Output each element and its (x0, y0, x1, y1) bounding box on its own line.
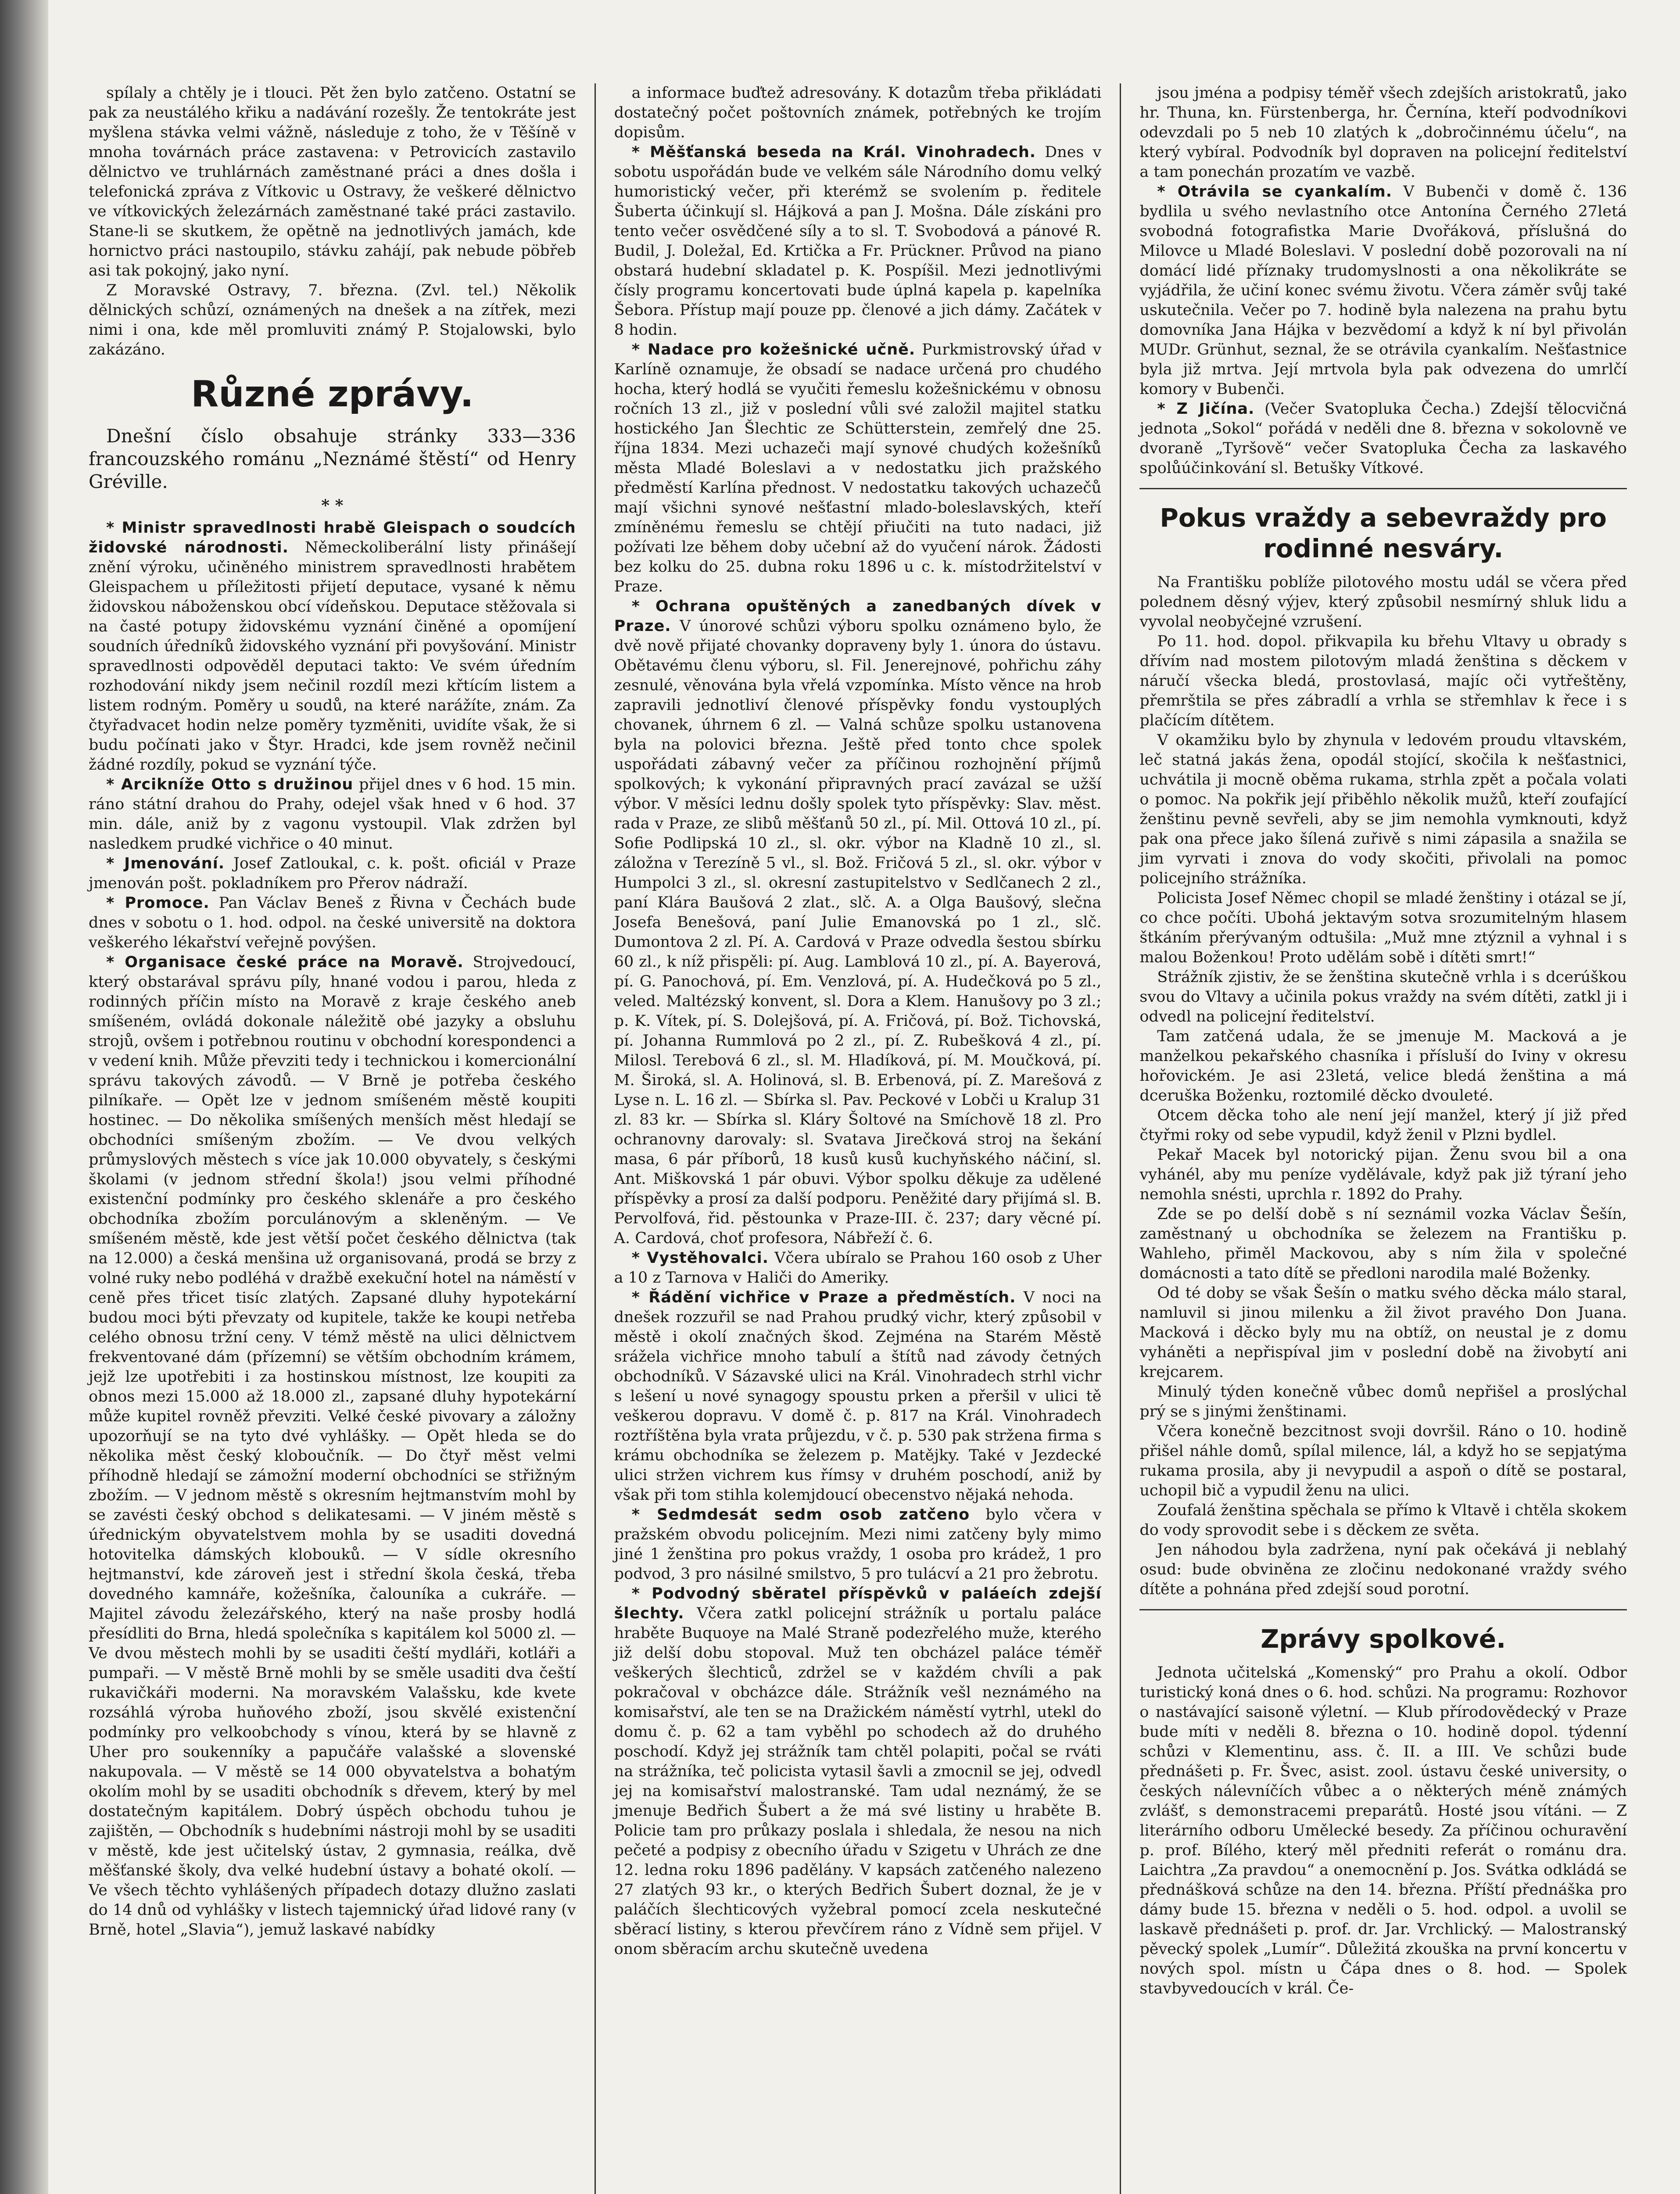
binding-margin-shadow (0, 0, 48, 2194)
news-item-body: V okamžiku bylo by zhynula v ledovém proudu vltavském, leč statná jakás žena, opodál stojící, skočila k nešťastnici, uchvátila ji mocně oběma rukama, strhla zpět a počala volati o pomoc. Na pokřik její přiběhlo několik mužů, kteří zoufající ženštinu pevně sevřeli, aby se jim nemohla vymknouti, když pak ona přece jako šílená zuřivě s nimi zápasila a snažila se jim vyrvati i znova do vody skočiti, přivolali na pomoc policejního strážníka. (1139, 731, 1627, 887)
news-item-body: a informace buďtež adresovány. K dotazům třeba přikládati dostatečný počet poštovních známek, potřebných ke trojím dopisům. (614, 84, 1102, 141)
news-item-body: Tam zatčená udala, že se jmenuje M. Macková a je manželkou pekařského chasníka i přísluší do Iviny v okresu hořovickém. Je asi 23letá, velice bledá ženština a má dceruška Boženku, roztomilé děcko dvouleté. (1139, 1028, 1627, 1104)
column-middle (595, 83, 1120, 2194)
news-item-body: V noci na dnešek rozzuřil se nad Prahou prudký vichr, který způsobil v městě i okolí značných škod. Zejména na Starém Městě srážela vichřice mnoho tabulí a štítů nad závody četných obchodníků. V Sázavské ulici na Král. Vinohradech strhl vichr s lešení u nové synagogy spoustu prken a přeršil v ulici tě veškerou dopravu. V domě č. p. 817 na Král. Vinohradech roztříštěna byla vrata průjezdu, v č. p. 530 pak stržena firma s krámu obchodníka se železem p. Matějky. Také v Jezdecké ulici stržen vichrem kus římsy v druhém poschodí, aniž by však při tom stihla kolemjdoucí obecenstvo nějaká nehoda. (614, 1289, 1102, 1504)
news-item-body: Dnes v sobotu uspořádán bude ve velkém sále Národního domu velký humoristický večer, při kterémž se svolením p. ředitele Šuberta účinkují sl. Hájková a pan J. Mošna. Dále získáni pro tento večer osvědčené síly a to sl. T. Svobodová a pánové R. Budil, J. Doležal, Ed. Krtička a Fr. Prückner. Průvod na piano obstará hudební skladatel p. K. Pospíšil. Mezi jednotlivými čísly programu koncertovati bude úplná kapela p. kapelníka Šebora. Přístup mají pouze pp. členové a jich dámy. Začátek v 8 hodin. (614, 143, 1102, 339)
news-item-heading: * Sedmdesát sedm osob zatčeno (631, 1506, 970, 1524)
column-right (1120, 83, 1645, 2194)
news-paragraph (1139, 83, 1627, 182)
news-item-body: V Bubenči v domě č. 136 bydlila u svého nevlastního otce Antonína Černého 27letá svobodná fotografistka Marie Dvořáková, příslušná do Milovce u Mladé Boleslavi. V poslední době pozorovali na ní domácí lidé příznaky trudomyslnosti a ona několikráte se vyjádřila, že učiní konec svému životu. Včera záměr svůj také uskutečnila. Večer po 7. hodině byla nalezena na prahu bytu domovníka Jana Hájka v bezvědomí a když k ní byl přivolán MUDr. Grünhut, seznal, že se otrávila cyankalím. Nešťastnice byla již mrtva. Její mrtvola byla pak odvezena do umrlčí komory v Bubenči. (1139, 183, 1627, 398)
news-item-heading: * Nadace pro kožešnické učně. (631, 341, 916, 358)
news-paragraph (1139, 1663, 1627, 1999)
news-paragraph (89, 854, 576, 893)
news-item-heading: * Jmenování. (106, 855, 225, 872)
news-item-body: Policista Josef Němec chopil se mladé ženštiny i otázal se jí, co chce počíti. Ubohá jektavým sotva srozumitelným hlasem štkáním přerývaným odtušila: „Muž mne ztýznil a vyhnal i s malou Boženkou! Proto udělám sobě i dítěti smrt!“ (1139, 889, 1627, 966)
news-paragraph (1139, 1205, 1627, 1283)
news-item-body: přijel dnes v 6 hod. 15 min. ráno státní drahou do Prahy, odejel však hned v 6 hod. 37 min. dále, aniž by z vagonu vystoupil. Vlak zdržen byl nasledkem prudké vichřice o 40 minut. (89, 776, 576, 853)
news-paragraph (1139, 889, 1627, 968)
news-item-heading: * Ochrana opuštěných a zanedbaných dívek v Praze. (614, 598, 1102, 635)
news-item-body: Josef Zatloukal, c. k. pošt. oficiál v Praze jmenován pošt. pokladníkem pro Přerov nádraží. (89, 855, 576, 892)
news-paragraph (614, 1505, 1102, 1584)
news-item-body: Minulý týden konečně vůbec domů nepřišel a proslýchal prý se s jinými ženštinami. (1139, 1383, 1627, 1420)
article-headline: Pokus vraždy a sebevraždy pro rodinné nesváry. (1160, 503, 1607, 563)
newspaper-page (70, 83, 1645, 2194)
news-item-body: bylo včera v pražském obvodu policejním. Mezi nimi zatčeny byly mimo jiné 1 ženština pro pokus vraždy, 1 osoba pro krádež, 1 pro podvod, 3 pro násilné smilstvo, 5 pro tulácví a 21 pro žebrotu. (614, 1506, 1102, 1583)
news-item-body: jsou jména a podpisy téměř všech zdejších aristokratů, jako hr. Thuna, kn. Fürstenberga, hr. Černína, kteří podvodníkovi odevzdali po 5 neb 10 zlatých k „dobročinnému účelu“, na který vybíral. Podvodník byl dopraven na policejní ředitelství a tam ponechán prozatím ve vazbě. (1139, 84, 1627, 181)
news-paragraph (614, 1288, 1102, 1505)
news-paragraph (89, 775, 576, 854)
news-item-heading: * Organisace české práce na Moravě. (106, 954, 464, 971)
section-separator-stars: * * (321, 496, 344, 515)
news-paragraph (1139, 1422, 1627, 1501)
news-paragraph (1139, 1283, 1627, 1382)
news-paragraph (89, 281, 576, 360)
news-item-heading: * Otrávila se cyankalím. (1157, 183, 1393, 201)
news-paragraph (1139, 1501, 1627, 1540)
news-item-body: Pekař Macek byl notorický pijan. Ženu svou bil a ona vyhánél, aby mu peníze vydělávale, když pak již týraní jeho nemohla snésti, uprchla r. 1892 do Prahy. (1139, 1146, 1627, 1203)
news-paragraph (89, 83, 576, 281)
news-item-body: Včera zatkl policejní strážník u portalu paláce hraběte Buquoye na Malé Straně podezřelého muže, kterého již delší dobu stopoval. Muž ten obcházel paláce téměř veškerých šlechticů, zdržel se v každém chvíli a pak pokračoval v obcházce dále. Strážník vešl neznámého na komisařství, ale ten se na Dražickém náměstí vytrhl, utekl do domu č. p. 62 a tam vyběhl po schodech až do druhého poschodí. Když jej strážník tam chtěl polapiti, počal se rváti na strážníka, teč policista vytasil šavli a zmocnil se jej, odvedl jej na komisařství malostranské. Tam udal neznámý, že se jmenuje Bedřich Šubert a že má své listiny u hraběte B. Policie tam pro průkazy poslala i shledala, že nesou na nich pečeté a podpisy z obecního úřadu v Szigetu v Uhrách ze dne 12. ledna roku 1896 padělány. V kapsách zatčeného nalezeno 27 zlatých 93 kr., o kterých Bedřich Šubert doznal, že je v paláčích šlechticových vyžebral pomocí zcela neskutečné sběrací listiny, s kterou převčírem ráno z Vídně sem přijel. V onom sběracím archu skutečně uvedena (614, 1605, 1102, 1958)
news-paragraph (614, 1248, 1102, 1288)
news-item-body: V únorové schůzi výboru spolku oznámeno bylo, že dvě nově přijaté chovanky dopraveny byly 1. února do ústavu. Obětavému členu výboru, sl. Fil. Jenerejnové, pohřichu záhy zesnulé, věnována byla vřelá vzpomínka. Místo věnce na hrob zapravili jednotliví členové příspěvky fondu vystouplých chovanek, úhrnem 6 zl. — Valná schůze spolku ustanovena byla na polovici března. Ještě před tonto chce spolek uspořádati zábavný večer za příčinou rozhojnění příjmů spolkových; k vykonání připravných prací zavázal se užší výbor. V měsíci lednu došly spolek tyto příspěvky: Slav. měst. rada v Praze, ze slibů měšťanů 50 zl., pí. Mil. Ottová 10 zl., pí. Sofie Podlipská 10 zl., sl. okr. výbor na Kladně 10 zl., sl. záložna v Terezíně 5 vl., sl. Bož. Fričová 5 zl., sl. okr. výbor v Humpolci 3 zl., sl. okresní zastupitelstvo v Sedlčanech 2 zl., paní Klára Baušová 2 zlat., slč. A. a Olga Baušový, slečna Josefa Benešová, paní Julie Emanovská po 1 zl., slč. Dumontova 2 zl. Pí. A. Cardová v Praze odvedla šestou sbírku 60 zl., k níž přispěli: pí. Aug. Lamblová 10 zl., pí. A. Bayerová, pí. G. Panochová, pí. Em. Venzlová, pí. A. Hudečková po 5 zl., veled. Maltézský konvent, sl. Dora a Klem. Hanušovy po 3 zl.; p. K. Vítek, pí. S. Dolejšová, pí. A. Fričová, pí. Bož. Tichovská, pí. Johanna Rummlová po 2 zl., pí. Z. Rubešková 4 zl., pí. Milosl. Terebová 6 zl., sl. M. Hladíková, pí. M. Moučková, pí. M. Široká, sl. A. Holinová, sl. B. Erbenová, pí. Z. Marešová z Lyse n. L. 16 zl. — Sbírka sl. Pav. Peckové v Lobči u Kralup 31 zl. 83 kr. — Sbírka sl. Kláry Šoltové na Smíchově 18 zl. Pro ochranovny darovaly: sl. Svatava Jirečková stroj na šekání masa, 6 pár příborů, 18 kusů kusů kuchyňského náčiní, sl. Ant. Miškovská 1 pár obuvi. Výbor spolku děkuje za udělené příspěvky a prosí za další podporu. Peněžité dary přijímá sl. B. Pervolfová, řid. pěstounka v Praze-III. č. 237; dary věcné pí. A. Cardová, choť profesora, Nábřeží č. 6. (614, 617, 1102, 1247)
headline-rule (1139, 1609, 1627, 1610)
news-item-body: Strážník zjistiv, že se ženština skutečně vrhla i s dcerúškou svou do Vltavy a učinila pokus vraždy na svém dítěti, zatkl ji i odvedl na policejní ředitelství. (1139, 968, 1627, 1025)
news-paragraph (1139, 731, 1627, 889)
news-item-heading: * Arcikníže Otto s družinou (106, 776, 354, 793)
news-item-body: Purkmistrovský úřad v Karlíně oznamuje, že obsadí se nadace určená pro chudého hocha, který hodlá se vyučiti řemeslu kožešnickému v obnosu ročních 13 zl., již v poslední vůli své založil majitel statku hostického Jan Šlechtic ze Schütterstein, zemřelý dne 25. října 1834. Mezi uchazeči mají synové chudých kožešníků města Mladé Boleslavi a v nedostatku jich pražského předměstí Karlína přednost. V nedostatku takových uchazečů mají všichni synové nešťastní mlado-boleslavských, kteří zmíněnému řemeslu se chtějí přiučiti na tuto nadaci, již požívati lze během doby učební až do vyučení nárok. Žádosti bez kolku do 25. dubna roku 1896 u c. k. místodržitelství v Praze. (614, 341, 1102, 595)
news-paragraph (1139, 1106, 1627, 1145)
news-paragraph (1139, 182, 1627, 399)
news-paragraph (1139, 573, 1627, 632)
news-item-body: Strojvedoucí, který obstarával správu píly, hnané vodou i parou, hleda z rodinných příčin místo na Moravě z kraje českého aneb smíšeném, ovládá dokonale náležitě obé jazyky a obsluhu strojů, ovšem i potřebnou routinu v obchodní korespondenci a v vedení knih. Může převziti tedy i technickou i komercionální správu takových závodů. — V Brně je potřeba českého pilníkaře. — Opět lze v jednom smíšeném městě koupiti hostinec. — Do několika smíšených menších měst hledají se obchodníci smíšeným zbožím. — Ve dvou velkých průmyslových městech s více jak 10.000 obyvately, s českými školami (v jednom střední škola!) jsou velmi příhodné existenční podmínky pro českého sklenáře a pro českého obchodníka zbožím porculánovým a skleněným. — Ve smíšeném městě, kde jest větší počet českého dělnictva (tak na 12.000) a česká menšina už organisovaná, prodá se brzy z volné ruky nebo podléhá v dražbě exekuční hotel na náměstí v ceně přes třicet tisíc zlatých. Zapsané dluhy hypotekární budou moci býti převzaty od kupitele, takže ke koupi netřeba celého obnosu tržní ceny. V témž městě na ulici dělnictvem frekventované dám (přízemní) se větším obchodním krámem, jejž lze upotřebiti i za hostinskou místnost, lze koupiti za obnos mezi 15.000 až 18.000 zl., zapsané dluhy hypotekární může kupitel rovněž převziti. Velké české pivovary a záložny upozorňují se na tyto dvé vyhlášky. — Opět hleda se do několika měst český kloboučník. — Do čtyř měst velmi příhodně hledají se zámožní moderní obchodníci se střižným zbožím. — V jednom městě s okresním hejtmanstvím mohl by se zavésti český obchod s delikatesami. — V jiném městě s úřednickým obyvatelstvem mohla by se usaditi dovedná hotovitelka dámských klobouků. — V sídle okresního hejtmanství, kde zároveň jest i střední škola česká, třeba dovedného kamnáře, kožešníka, čalouníka a cukráře. — Majitel závodu železářského, který na naše prosby hodlá přesídliti do Brna, hledá společníka s kapitálem kol 5000 zl. — Ve dvou městech mohli by se usaditi čeští mydláři, kotláři a pumpaři. — V městě Brně mohli by se směle usaditi dva čeští rukavičkáři moderni. Na moravském Valašsku, kde kvete rozsáhlá výroba huňového zboží, jsou skvělé existenční podmínky pro velkoobchody s vínou, která by se hlavně z Uher pro soukenníky a papučáře valašské a slovenské nakupovala. — V městě se 14 000 obyvatelstva a bohatým okolím mohl by se usaditi obchodník s dřevem, který by mel dostatečným kapitálem. Dobrý úspěch obchodu tuhou je zajištěn, — Obchodník s hudebními nástroji mohl by se usaditi v městě, kde jest učitelský ústav, 2 gymnasia, reálka, dvě měšťanské školy, dva velké hudební ústavy a bohaté okolí. — Ve všech těchto vyhlášených případech dotazy dlužno zaslati do 14 dnů od vyhlášky v listech tajemnický úřad lidové rany (v Brně, hotel „Slavia“), jemuž laskavé nabídky (89, 954, 576, 1939)
notice-lede: Dnešní číslo obsahuje stránky 333—336 francouzského románu „Neznámé štěstí“ od Henry Gréville. (89, 425, 576, 492)
news-item-body: spílaly a chtěly je i tlouci. Pět žen bylo zatčeno. Ostatní se pak za neustálého křiku a nadávání rozešly. Že tentokráte jest myšlena stávka velmi vážně, následuje z toho, že v Těšíně v mnoha továrnách práce zastavena: v Petrovicích zastavilo dělnictvo ve truhlárnách zaměstnané práci a dnes došla i telefonická zpráva z Vítkovic u Ostravy, že veškeré dělnictvo ve vítkovických železárnách zaměstnané také práci zastavilo. Stane-li se skutkem, že opětně na jednotlivých jamách, kde hornictvo práci nastoupilo, stávku zahájí, pak nebude pöbřeb asi tak pokojný, jako nyní. (89, 84, 576, 280)
news-item-body: Jednota učitelská „Komenský“ pro Prahu a okolí. Odbor turistický koná dnes o 6. hod. schůzi. Na programu: Rozhovor o nastávající saisoně výletní. — Klub přírodovědecký v Praze bude míti v neděli 8. března o 10. hodině dopol. týdenní schůzi v Klementinu, ass. č. II. a III. Ve schůzi bude přednášeti p. Fr. Švec, asist. zool. ústavu české university, o českých nálevníčích vůbec a o některých méně známých zvlášť, s demonstracemi preparátů. Hosté jsou vítáni. — Z literárního odboru Umělecké besedy. Za příčinou ochuravění p. prof. Bílého, který měl předniti referát o románu dra. Laichtra „Za pravdou“ a onemocnění p. Jos. Svátka odkládá se přednášková schůze na den 14. března. Příští přednáška pro dámy bude 15. března v neděli o 5. hod. odpol. a uvolil se laskavě přednášeti p. prof. dr. Jar. Vrchlický. — Malostranský pěvecký spolek „Lumír“. Důležitá zkouška na první koncertu v nových spol. místn u Čápa dnes o 8. hod. — Spolek stavbyvedoucích v král. Če- (1139, 1664, 1627, 1997)
news-item-body: Na Františku poblíže pilotového mostu udál se včera před polednem děsný výjev, který způsobil nesmírný shluk lidu a vyvolal neobyčejné vzrušení. (1139, 574, 1627, 631)
news-item-body: Jen náhodou byla zadržena, nyní pak očekává ji neblahý osud: bude obviněna ze zločinu nedokonané vraždy svého dítěte a pohnána před zdejší soud porotní. (1139, 1541, 1627, 1598)
news-item-body: (Večer Svatopluka Čecha.) Zdejší tělocvičná jednota „Sokol“ pořádá v neděli dne 8. března v sokolovně ve dvoraně „Tyršově“ večer Svatopluka Čecha za laskavého spolůúčinkování sl. Betušky Vítkové. (1139, 400, 1627, 477)
news-item-body: Zoufalá ženština spěchala se přímo k Vltavě i chtěla skokem do vody sprovodit sebe i s děckem ze světa. (1139, 1502, 1627, 1539)
news-item-body: Zde se po delší době s ní seznámil vozka Václav Šešín, zaměstnaný u obchodníka se železem na Františku p. Wahleho, přiměl Mackovou, aby s ním žila v společné domácnosti a tato dítě se předloni narodila malé Boženky. (1139, 1205, 1627, 1282)
news-item-body: Včera ubíralo se Prahou 160 osob z Uher a 10 z Tarnova v Haliči do Ameriky. (614, 1249, 1102, 1287)
news-paragraph (89, 893, 576, 953)
news-paragraph (1139, 399, 1627, 478)
news-paragraph (614, 143, 1102, 340)
news-paragraph (1139, 632, 1627, 731)
news-item-heading: * Promoce. (106, 894, 210, 912)
news-paragraph (1139, 1145, 1627, 1205)
news-paragraph (614, 1584, 1102, 1959)
news-item-heading: * Z Jičína. (1157, 400, 1255, 418)
news-item-body: Od té doby se však Šešín o matku svého děcka málo staral, namluvil si jinou milenku a žil život pravého Don Juana. Macková i děcko byly mu na obtíž, on neustal je z domu vyháněti a nepřispíval jim v poslední době na živobytí ani krejcarem. (1139, 1284, 1627, 1381)
news-item-body: Po 11. hod. dopol. přikvapila ku břehu Vltavy u obrady s dřívím nad mostem pilotovým mladá ženština s děckem v náručí všecka bledá, prostovlasá, majíc oči vytřeštěny, přemrštila se přes zábradlí a vrhla se střemhlav k řece i s plačícím dítětem. (1139, 633, 1627, 729)
news-item-body: Včera konečně bezcitnost svoji dovršil. Ráno o 10. hodině přišel náhle domů, spílal milence, lál, a když ho se sepjatýma rukama prosila, aby ji nevypudil a aspoň o dítě se postaral, uchopil bič a vypudil ženu na ulici. (1139, 1423, 1627, 1499)
news-item-body: Otcem děcka toho ale není její manžel, který jí již před čtyřmi roky od sebe vypudil, když ženil v Plzni bydlel. (1139, 1107, 1627, 1144)
news-item-heading: * Ministr spravedlnosti hrabě Gleispach o soudcích židovské národnosti. (89, 519, 576, 556)
news-paragraph (614, 83, 1102, 143)
news-paragraph (1139, 1027, 1627, 1106)
news-item-heading: * Vystěhovalci. (631, 1249, 769, 1267)
section-headline: Různé zprávy. (191, 373, 474, 415)
news-paragraph (614, 340, 1102, 597)
news-item-body: Pan Václav Beneš z Řivna v Čechách bude dnes v sobotu o 1. hod. odpol. na české universitě na doktora veškerého lékařství veřejně povýšen. (89, 894, 576, 951)
news-paragraph (1139, 968, 1627, 1027)
news-item-heading: * Řádění vichřice v Praze a předměstích. (631, 1289, 1016, 1306)
news-paragraph (89, 518, 576, 775)
news-item-heading: * Podvodný sběratel příspěvků v paláeích zdejší šlechty. (614, 1585, 1102, 1622)
headline-rule (1139, 488, 1627, 489)
news-paragraph (614, 597, 1102, 1248)
news-paragraph (1139, 1382, 1627, 1422)
news-paragraph (1139, 1540, 1627, 1599)
article-headline: Zprávy spolkové. (1261, 1624, 1506, 1654)
news-item-body: Německoliberální listy přinášejí znění výroku, učiněného ministrem spravedlnosti hrabětem Gleispachem u příležitosti přijetí deputace, vysané k němu židovskou náboženskou obcí vídeňskou. Deputace stěžovala si na časté potupy židovskému vyznání činěné a opomíjení soudních úředníků židovského vyznání při povyšování. Ministr spravedlnosti odpověděl deputaci takto: Ve svém úředním rozhodování nikdy jsem nečinil rozdíl mezi křtícím listem a listem rodným. Poměry u soudů, na které narážíte, znám. Za čtyřadvacet hodin nelze poměry tyzměniti, uvidíte však, že si budu počínati jako v Štyr. Hradci, kde jsem rovněž nečinil žádné rozdíly, pokud se vyznání týče. (89, 539, 576, 774)
column-left (70, 83, 595, 2194)
news-item-body: Z Moravské Ostravy, 7. března. (Zvl. tel.) Několik dělnických schůzí, oznámených na dnešek a na zítřek, mezi nimi i ona, kde měl promluviti známý P. Stojalowski, bylo zakázáno. (89, 282, 576, 358)
news-paragraph (89, 953, 576, 1940)
news-item-heading: * Měšťanská beseda na Král. Vinohradech. (631, 143, 1036, 161)
